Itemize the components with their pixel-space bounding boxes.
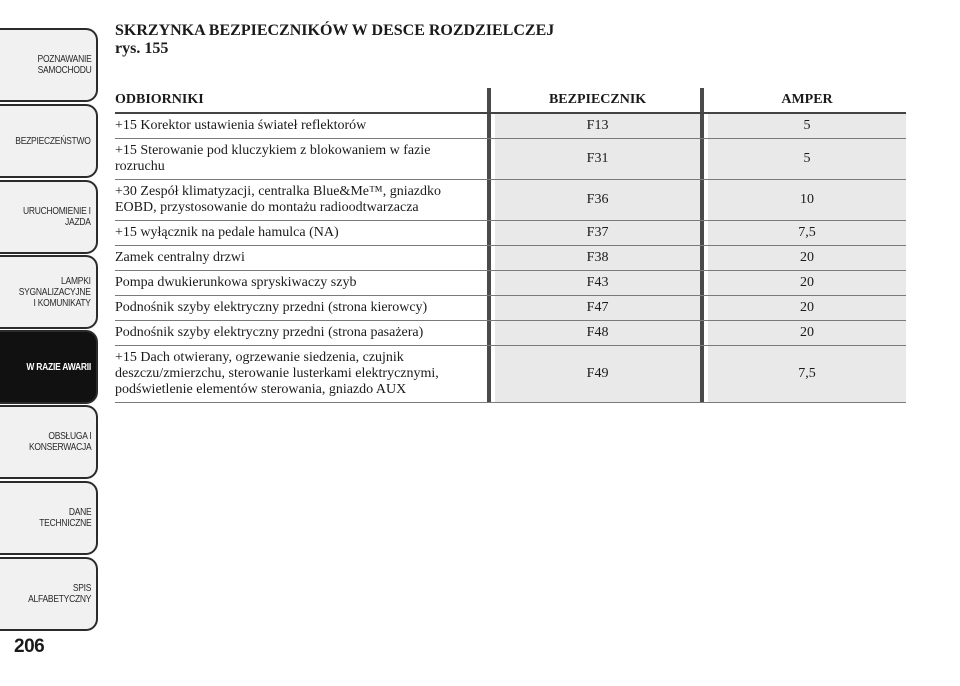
table-row xyxy=(115,139,906,180)
table-row xyxy=(115,180,906,221)
header-receivers: ODBIORNIKI xyxy=(115,92,204,107)
tab-label: DANE TECHNICZNE xyxy=(38,507,91,529)
table-row xyxy=(115,271,906,296)
tab-uruchomienie-i-jazda[interactable] xyxy=(0,180,98,254)
column-separator xyxy=(487,221,491,245)
column-separator xyxy=(700,321,704,345)
tab-w-razie-awarii[interactable] xyxy=(0,330,98,404)
receiver-cell: +15 Dach otwierany, ogrzewanie siedzenia, czujnik deszczu/zmierzchu, sterowanie lusterkami elektrycznymi, podświetlenie elementów sterowania, gniazdo AUX xyxy=(115,350,439,397)
table-row xyxy=(115,114,906,139)
receiver-cell: Podnośnik szyby elektryczny przedni (strona pasażera) xyxy=(115,325,424,340)
tab-label: LAMPKI SYGNALIZACYJNE I KOMUNIKATY xyxy=(18,275,91,309)
amper-cell: 5 xyxy=(708,114,906,138)
column-separator xyxy=(487,88,491,112)
fuse-cell: F31 xyxy=(495,139,700,179)
fuse-cell: F13 xyxy=(495,114,700,138)
fuse-cell: F43 xyxy=(495,271,700,295)
tab-label: POZNAWANIE SAMOCHODU xyxy=(37,54,91,76)
page-number: 206 xyxy=(14,636,45,657)
amper-cell: 20 xyxy=(708,321,906,345)
fuse-cell: F49 xyxy=(495,346,700,402)
column-separator xyxy=(700,88,704,112)
sidebar xyxy=(0,0,100,686)
table-header-row xyxy=(115,88,906,114)
column-separator xyxy=(487,321,491,345)
tab-dane-techniczne[interactable] xyxy=(0,481,98,555)
column-separator xyxy=(487,114,491,138)
column-separator xyxy=(700,346,704,402)
column-separator xyxy=(700,180,704,220)
tab-label: URUCHOMIENIE I JAZDA xyxy=(23,206,91,228)
receiver-cell: +15 Korektor ustawienia świateł reflektorów xyxy=(115,118,367,133)
table-row xyxy=(115,321,906,346)
tab-obsluga-i-konserwacja[interactable] xyxy=(0,405,98,479)
column-separator xyxy=(700,139,704,179)
fuse-cell: F48 xyxy=(495,321,700,345)
tab-label: OBSŁUGA I KONSERWACJA xyxy=(28,431,91,453)
table-row xyxy=(115,296,906,321)
receiver-cell: +15 wyłącznik na pedale hamulca (NA) xyxy=(115,225,339,240)
amper-cell: 7,5 xyxy=(708,346,906,402)
header-amper: AMPER xyxy=(781,92,833,107)
receiver-cell: +30 Zespół klimatyzacji, centralka Blue&Me™, gniazdko EOBD, przystosowanie do montażu radioodtwarzacza xyxy=(115,184,442,215)
tab-spis-alfabetyczny[interactable] xyxy=(0,557,98,631)
amper-cell: 20 xyxy=(708,296,906,320)
tab-lampki-sygnalizacyjne[interactable] xyxy=(0,255,98,329)
fuse-table xyxy=(115,88,906,403)
column-separator xyxy=(487,139,491,179)
figure-reference: rys. 155 xyxy=(115,40,169,57)
amper-cell: 5 xyxy=(708,139,906,179)
tab-label: SPIS ALFABETYCZNY xyxy=(27,583,91,605)
amper-cell: 10 xyxy=(708,180,906,220)
fuse-cell: F38 xyxy=(495,246,700,270)
column-separator xyxy=(487,246,491,270)
column-separator xyxy=(700,114,704,138)
amper-cell: 20 xyxy=(708,246,906,270)
column-separator xyxy=(487,346,491,402)
column-separator xyxy=(700,271,704,295)
header-fuse: BEZPIECZNIK xyxy=(548,92,647,107)
column-separator xyxy=(487,180,491,220)
amper-cell: 20 xyxy=(708,271,906,295)
amper-cell: 7,5 xyxy=(708,221,906,245)
tab-label: W RAZIE AWARII xyxy=(26,361,91,373)
receiver-cell: Pompa dwukierunkowa spryskiwaczy szyb xyxy=(115,275,357,290)
column-separator xyxy=(700,246,704,270)
table-body xyxy=(115,114,906,403)
section-heading xyxy=(115,22,554,58)
table-row xyxy=(115,246,906,271)
column-separator xyxy=(700,296,704,320)
receiver-cell: Zamek centralny drzwi xyxy=(115,250,245,265)
table-row xyxy=(115,346,906,403)
tab-poznawanie-samochodu[interactable] xyxy=(0,28,98,102)
tab-bezpieczenstwo[interactable] xyxy=(0,104,98,178)
column-separator xyxy=(700,221,704,245)
column-separator xyxy=(487,296,491,320)
fuse-cell: F36 xyxy=(495,180,700,220)
page-title: SKRZYNKA BEZPIECZNIKÓW W DESCE ROZDZIELCZEJ xyxy=(115,22,555,39)
column-separator xyxy=(487,271,491,295)
fuse-cell: F47 xyxy=(495,296,700,320)
table-row xyxy=(115,221,906,246)
receiver-cell: Podnośnik szyby elektryczny przedni (strona kierowcy) xyxy=(115,300,428,315)
tab-label: BEZPIECZEŃSTWO xyxy=(15,135,91,147)
receiver-cell: +15 Sterowanie pod kluczykiem z blokowaniem w fazie rozruchu xyxy=(115,143,431,174)
fuse-cell: F37 xyxy=(495,221,700,245)
